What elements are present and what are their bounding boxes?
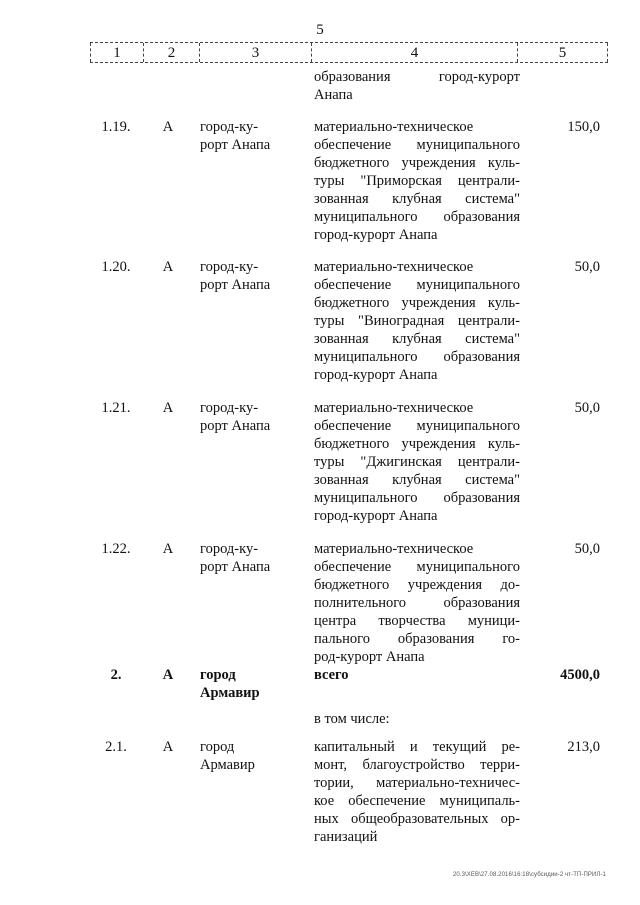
continuation-line: образования город-курорт bbox=[314, 69, 520, 85]
column-header-2: 2 bbox=[144, 43, 200, 62]
row-number: 1.19. bbox=[101, 119, 131, 135]
municipality-line: город-ку- bbox=[200, 119, 259, 135]
description-line: капитальный и текущий ре- bbox=[314, 739, 520, 755]
description-line: бюджетного учреждения куль- bbox=[314, 436, 520, 452]
row-number: 1.21. bbox=[101, 400, 131, 416]
row-amount: 213,0 bbox=[567, 739, 600, 755]
description-line: бюджетного учреждения куль- bbox=[314, 155, 520, 171]
description-line: обеспечение муниципального bbox=[314, 559, 520, 575]
row-letter: А bbox=[162, 259, 174, 275]
row-municipality bbox=[200, 738, 300, 774]
description-line: материально-техническое bbox=[314, 400, 474, 416]
description-line: род-курорт Анапа bbox=[314, 649, 425, 665]
continuation-line: Анапа bbox=[314, 87, 353, 103]
municipality-line: рорт Анапа bbox=[200, 277, 271, 293]
description-line: тории, материально-техничес- bbox=[314, 775, 520, 791]
row-number: 2. bbox=[110, 667, 122, 683]
description-line: кое обеспечение муниципаль- bbox=[314, 793, 520, 809]
row-description bbox=[314, 258, 520, 384]
row-amount: 50,0 bbox=[574, 259, 600, 275]
description-line: ганизаций bbox=[314, 829, 378, 845]
municipality-line: город bbox=[200, 739, 235, 755]
description-line: центра творчества муници- bbox=[314, 613, 520, 629]
column-header-5: 5 bbox=[518, 43, 608, 62]
row-municipality bbox=[200, 399, 300, 435]
description-line: муниципального образования bbox=[314, 490, 520, 506]
municipality-line: Армавир bbox=[200, 685, 260, 701]
row-number: 1.22. bbox=[101, 541, 131, 557]
column-header-4: 4 bbox=[312, 43, 518, 62]
description-line: зованная клубная система" bbox=[314, 331, 520, 347]
description-line: ных общеобразовательных ор- bbox=[314, 811, 520, 827]
description-line: бюджетного учреждения куль- bbox=[314, 295, 520, 311]
row-description bbox=[314, 738, 520, 846]
row-number: 1.20. bbox=[101, 259, 131, 275]
description-line: туры "Приморская централи- bbox=[314, 173, 520, 189]
municipality-line: рорт Анапа bbox=[200, 418, 271, 434]
municipality-line: Армавир bbox=[200, 757, 255, 773]
row-description bbox=[314, 399, 520, 525]
continuation-text bbox=[314, 68, 520, 104]
description-line: всего bbox=[314, 667, 349, 683]
description-line: материально-техническое bbox=[314, 259, 474, 275]
row-municipality bbox=[200, 258, 300, 294]
row-letter: А bbox=[162, 541, 174, 557]
row-municipality bbox=[200, 666, 300, 702]
row-description bbox=[314, 118, 520, 244]
row-amount: 50,0 bbox=[574, 400, 600, 416]
description-line: муниципального образования bbox=[314, 349, 520, 365]
page-number: 5 bbox=[316, 22, 324, 38]
description-line: материально-техническое bbox=[314, 119, 474, 135]
description-line: туры "Джигинская централи- bbox=[314, 454, 520, 470]
column-header-row bbox=[90, 42, 608, 63]
municipality-line: город-ку- bbox=[200, 400, 259, 416]
description-line: полнительного образования bbox=[314, 595, 520, 611]
description-line: обеспечение муниципального bbox=[314, 418, 520, 434]
description-line: город-курорт Анапа bbox=[314, 367, 438, 383]
row-municipality bbox=[200, 540, 300, 576]
including-label: в том числе: bbox=[314, 711, 390, 727]
description-line: обеспечение муниципального bbox=[314, 137, 520, 153]
footer-document-code: 20.3\XEB\27.08.2016\16:18\субсидии-2 чт-ТП-ПРИЛ-1 bbox=[452, 872, 606, 878]
description-line: пального образования го- bbox=[314, 631, 520, 647]
column-header-1: 1 bbox=[90, 43, 144, 62]
row-description bbox=[314, 666, 520, 684]
row-description bbox=[314, 540, 520, 666]
municipality-line: город bbox=[200, 667, 236, 683]
description-line: бюджетного учреждения до- bbox=[314, 577, 520, 593]
description-line: материально-техническое bbox=[314, 541, 474, 557]
description-line: зованная клубная система" bbox=[314, 472, 520, 488]
description-line: город-курорт Анапа bbox=[314, 227, 438, 243]
row-amount: 150,0 bbox=[567, 119, 600, 135]
municipality-line: город-ку- bbox=[200, 259, 259, 275]
municipality-line: рорт Анапа bbox=[200, 559, 271, 575]
municipality-line: город-ку- bbox=[200, 541, 259, 557]
row-amount: 4500,0 bbox=[560, 667, 600, 683]
description-line: монт, благоустройство терри- bbox=[314, 757, 520, 773]
row-letter: А bbox=[162, 119, 174, 135]
row-municipality bbox=[200, 118, 300, 154]
column-header-3: 3 bbox=[200, 43, 312, 62]
description-line: туры "Виноградная централи- bbox=[314, 313, 520, 329]
description-line: обеспечение муниципального bbox=[314, 277, 520, 293]
row-number: 2.1. bbox=[105, 739, 127, 755]
description-line: муниципального образования bbox=[314, 209, 520, 225]
description-line: город-курорт Анапа bbox=[314, 508, 438, 524]
municipality-line: рорт Анапа bbox=[200, 137, 271, 153]
row-letter: А bbox=[162, 400, 174, 416]
description-line: зованная клубная система" bbox=[314, 191, 520, 207]
row-letter: А bbox=[162, 739, 174, 755]
row-amount: 50,0 bbox=[574, 541, 600, 557]
row-letter: А bbox=[162, 667, 174, 683]
